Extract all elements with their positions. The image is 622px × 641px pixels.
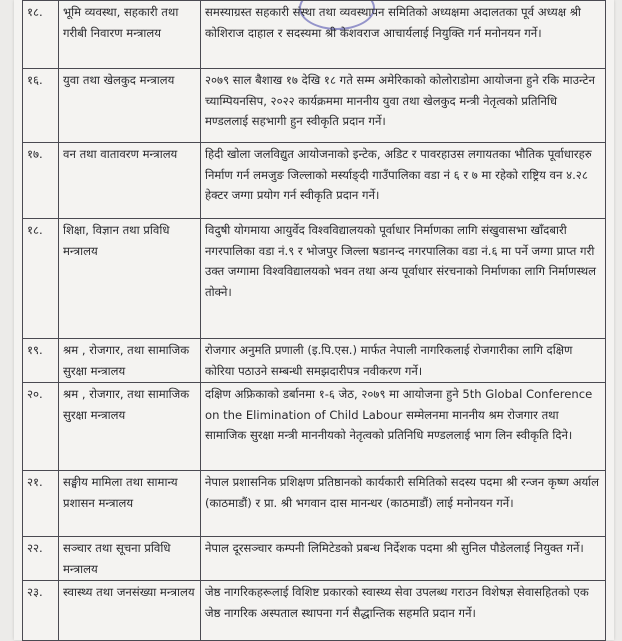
decision-text: विदुषी योगमाया आयुर्वेद विश्वविद्यालयको पूर्वाधार निर्माणका लागि संखुवासभा खाँदबारी नगरपालिका वडा नं.९ र भोजपुर जिल्ला षडानन्द नगरपालिका वडा नं.६ मा पर्ने जग्गा प्राप्त गरी उक्त जग्गामा विश्वविद्यालयको भवन तथा अन्य पूर्वाधार संरचनाको निर्माणका लागि निर्माणस्थल तोक्ने। [201, 219, 606, 339]
row-number: २१. [23, 471, 59, 537]
row-number: २३. [23, 581, 59, 641]
row-number: १९. [23, 339, 59, 383]
row-number: १८. [23, 1, 59, 69]
decision-table [22, 0, 606, 641]
ministry-name: युवा तथा खेलकुद मन्त्रालय [59, 69, 201, 143]
ministry-name: वन तथा वातावरण मन्त्रालय [59, 143, 201, 219]
row-number: २०. [23, 383, 59, 471]
decision-text: समस्याग्रस्त सहकारी संस्था तथा व्यवस्थापन समितिको अध्यक्षमा अदालतका पूर्व अध्यक्ष श्री कोशिराज दाहाल र सदस्यमा श्री केशवराज आचार्यलाई नियुक्ति गर्न मनोनयन गर्ने। [201, 1, 606, 69]
ministry-name: सङ्घीय मामिला तथा सामान्य प्रशासन मन्त्रालय [59, 471, 201, 537]
decision-text: २०७९ साल बैशाख १७ देखि १८ गते सम्म अमेरिकाको कोलोराडोमा आयोजना हुने रकि माउन्टेन च्याम्पियनसिप, २०२२ कार्यक्रममा माननीय युवा तथा खेलकुद मन्त्री नेतृत्वको प्रतिनिधि मण्डललाई सहभागी हुन स्वीकृति प्रदान गर्ने। [201, 69, 606, 143]
ministry-name: सञ्चार तथा सूचना प्रविधि मन्त्रालय [59, 537, 201, 581]
decision-text: हिदी खोला जलविद्युत आयोजनाको इन्टेक, अडिट र पावरहाउस लगायतका भौतिक पूर्वाधारहरु निर्माण गर्न लमजुङ जिल्लाको मर्स्याङ्दी गाउँपालिका वडा नं ६ र ७ मा रहेको राष्ट्रिय वन ४.२८ हेक्टर जग्गा प्रयोग गर्न स्वीकृति प्रदान गर्ने। [201, 143, 606, 219]
ministry-name: स्वास्थ्य तथा जनसंख्या मन्त्रालय [59, 581, 201, 641]
table-row [23, 383, 606, 471]
row-number: १६. [23, 69, 59, 143]
row-number: १८. [23, 219, 59, 339]
table-row [23, 537, 606, 581]
table-row [23, 143, 606, 219]
decision-text: जेष्ठ नागरिकहरूलाई विशिष्ट प्रकारको स्वास्थ्य सेवा उपलब्ध गराउन विशेषज्ञ सेवासहितको एक जेष्ठ नागरिक अस्पताल स्थापना गर्न सैद्धान्तिक सहमति प्रदान गर्ने। [201, 581, 606, 641]
ministry-name: शिक्षा, विज्ञान तथा प्रविधि मन्त्रालय [59, 219, 201, 339]
table-row [23, 339, 606, 383]
ministry-name: भूमि व्यवस्था, सहकारी तथा गरीबी निवारण मन्त्रालय [59, 1, 201, 69]
document-page [14, 0, 614, 640]
decision-text: रोजगार अनुमति प्रणाली (इ.पि.एस.) मार्फत नेपाली नागरिकलाई रोजगारीका लागि दक्षिण कोरिया पठाउने सम्बन्धी समझदारीपत्र नवीकरण गर्ने। [201, 339, 606, 383]
ministry-name: श्रम , रोजगार, तथा सामाजिक सुरक्षा मन्त्रालय [59, 339, 201, 383]
ministry-name: श्रम , रोजगार, तथा सामाजिक सुरक्षा मन्त्रालय [59, 383, 201, 471]
table-row [23, 219, 606, 339]
decision-text: दक्षिण अफ्रिकाको डर्बानमा १-६ जेठ, २०७९ मा आयोजना हुने 5th Global Conference on the Elimination of Child Labour सम्मेलनमा माननीय श्रम रोजगार तथा सामाजिक सुरक्षा मन्त्री माननीयको नेतृत्वको प्रतिनिधि मण्डललाई भाग लिन स्वीकृति दिने। [201, 383, 606, 471]
table-row [23, 69, 606, 143]
decision-text: नेपाल दूरसञ्चार कम्पनी लिमिटेडको प्रबन्ध निर्देशक पदमा श्री सुनिल पौडेललाई नियुक्त गर्ने। [201, 537, 606, 581]
row-number: २२. [23, 537, 59, 581]
table-row [23, 1, 606, 69]
decision-text: नेपाल प्रशासनिक प्रशिक्षण प्रतिष्ठानको कार्यकारी समितिको सदस्य पदमा श्री रन्जन कृष्ण अर्याल (काठमाडौं) र प्रा. श्री भगवान दास मानन्धर (काठमाडौं) लाई मनोनयन गर्ने। [201, 471, 606, 537]
table-row [23, 471, 606, 537]
table-row [23, 581, 606, 641]
row-number: १७. [23, 143, 59, 219]
